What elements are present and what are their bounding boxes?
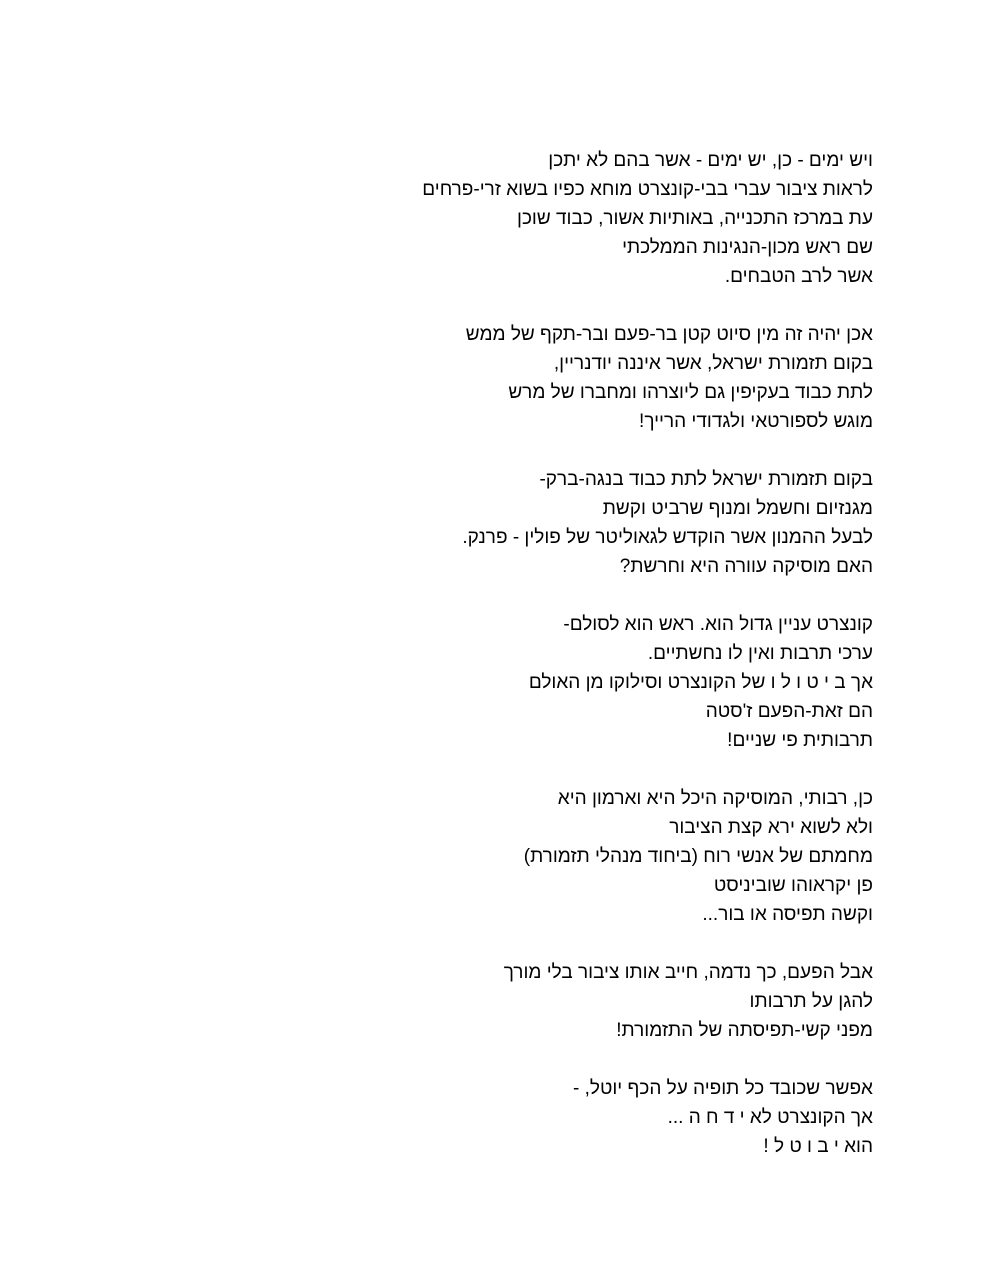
poem-line: עת במרכז התכנייה, באותיות אשור, כבוד שוכן: [517, 208, 873, 229]
poem-line: אבל הפעם, כך נדמה, חייב אותו ציבור בלי מורך: [503, 962, 873, 983]
poem-line: מפני קשי-תפיסתה של התזמורת!: [616, 1020, 873, 1041]
poem-line: אכן יהיה זה מין סיוט קטן בר-פעם ובר-תקף של ממש: [465, 324, 873, 345]
poem-line: פן יקראוהו שוביניסט: [713, 875, 873, 896]
poem-line: מחמתם של אנשי רוח (ביחוד מנהלי תזמורת): [523, 846, 873, 867]
poem-line: תרבותית פי שניים!: [727, 730, 873, 751]
stanza-2: [153, 320, 873, 436]
poem-line: אפשר שכובד כל תופיה על הכף יוטל, -: [573, 1078, 873, 1099]
stanza-7: [153, 1074, 873, 1161]
poem-line: לבעל ההמנון אשר הוקדש לגאוליטר של פולין - פרנק.: [462, 527, 873, 548]
poem-line: ערכי תרבות ואין לו נחשתיים.: [647, 643, 873, 664]
stanza-4: [153, 610, 873, 755]
poem-line: אשר לרב הטבחים.: [724, 266, 873, 287]
poem-line: וקשה תפיסה או בור...: [702, 904, 873, 925]
poem-line: הוא י ב ו ט ל !: [763, 1136, 873, 1157]
poem-line: לראות ציבור עברי בבי-קונצרט מוחא כפיו בשוא זרי-פרחים: [422, 179, 873, 200]
poem-line: ויש ימים - כן, יש ימים - אשר בהם לא יתכן: [548, 150, 873, 171]
poem-line: שם ראש מכון-הנגינות הממלכתי: [622, 237, 873, 258]
poem-line: אך הקונצרט לא י ד ח ה ...: [667, 1107, 873, 1128]
poem-line: בקום תזמורת ישראל, אשר איננה יודנריין,: [553, 353, 873, 374]
stanza-1: [153, 146, 873, 291]
poem-line: כן, רבותי, המוסיקה היכל היא וארמון היא: [557, 788, 873, 809]
poem-body: [153, 146, 873, 1190]
poem-line: הם זאת-הפעם ז'סטה: [705, 701, 873, 722]
poem-line: להגן על תרבותו: [749, 991, 873, 1012]
poem-line: מוגש לספורטאי ולגדודי הרייך!: [639, 411, 873, 432]
stanza-5: [153, 784, 873, 929]
poem-line: בקום תזמורת ישראל לתת כבוד בנגה-ברק-: [539, 469, 873, 490]
poem-line: ולא לשוא ירא קצת הציבור: [669, 817, 873, 838]
stanza-3: [153, 465, 873, 581]
poem-line: האם מוסיקה עוורה היא וחרשת?: [619, 556, 873, 577]
poem-line: קונצרט עניין גדול הוא. ראש הוא לסולם-: [563, 614, 873, 635]
poem-line: מגנזיום וחשמל ומנוף שרביט וקשת: [602, 498, 873, 519]
poem-line: לתת כבוד בעקיפין גם ליוצרהו ומחברו של מרש: [508, 382, 873, 403]
poem-line: אך ב י ט ו ל ו של הקונצרט וסילוקו מן האולם: [528, 672, 873, 693]
stanza-6: [153, 958, 873, 1045]
